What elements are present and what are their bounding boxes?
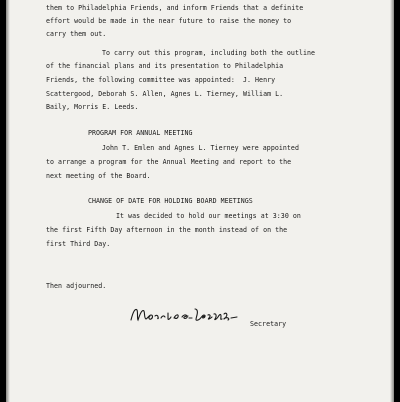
adjourned-text: Then adjourned.	[46, 282, 107, 290]
board-meetings-heading: CHANGE OF DATE FOR HOLDING BOARD MEETINGS	[88, 197, 253, 205]
document-page	[6, 0, 394, 402]
committee-line-5: Baily, Morris E. Leeds.	[46, 103, 139, 111]
scan-edge-right	[390, 0, 394, 402]
annual-meeting-heading: PROGRAM FOR ANNUAL MEETING	[88, 129, 193, 137]
annual-line-3: next meeting of the Board.	[46, 172, 151, 180]
committee-line-1: To carry out this program, including both the outline	[102, 49, 316, 57]
date-line-3: first Third Day.	[46, 240, 111, 248]
committee-line-3: Friends, the following committee was appointed: J. Henry	[46, 76, 276, 84]
date-line-1: It was decided to hold our meetings at 3:30 on	[116, 212, 301, 220]
intro-line-1: them to Philadelphia Friends, and inform Friends that a definite	[46, 4, 304, 12]
secretary-title: Secretary	[250, 320, 287, 328]
scan-edge-left	[6, 0, 10, 402]
date-line-2: the first Fifth Day afternoon in the month instead of on the	[46, 226, 288, 234]
committee-line-4: Scattergood, Deborah S. Allen, Agnes L. Tierney, William L.	[46, 90, 284, 98]
committee-line-2: of the financial plans and its presentation to Philadelphia	[46, 62, 284, 70]
annual-line-1: John T. Emlen and Agnes L. Tierney were appointed	[102, 144, 299, 152]
intro-line-2: effort would be made in the near future to raise the money to	[46, 17, 292, 25]
intro-line-3: carry them out.	[46, 30, 107, 38]
handwritten-signature	[125, 302, 245, 326]
annual-line-2: to arrange a program for the Annual Meeting and report to the	[46, 158, 292, 166]
